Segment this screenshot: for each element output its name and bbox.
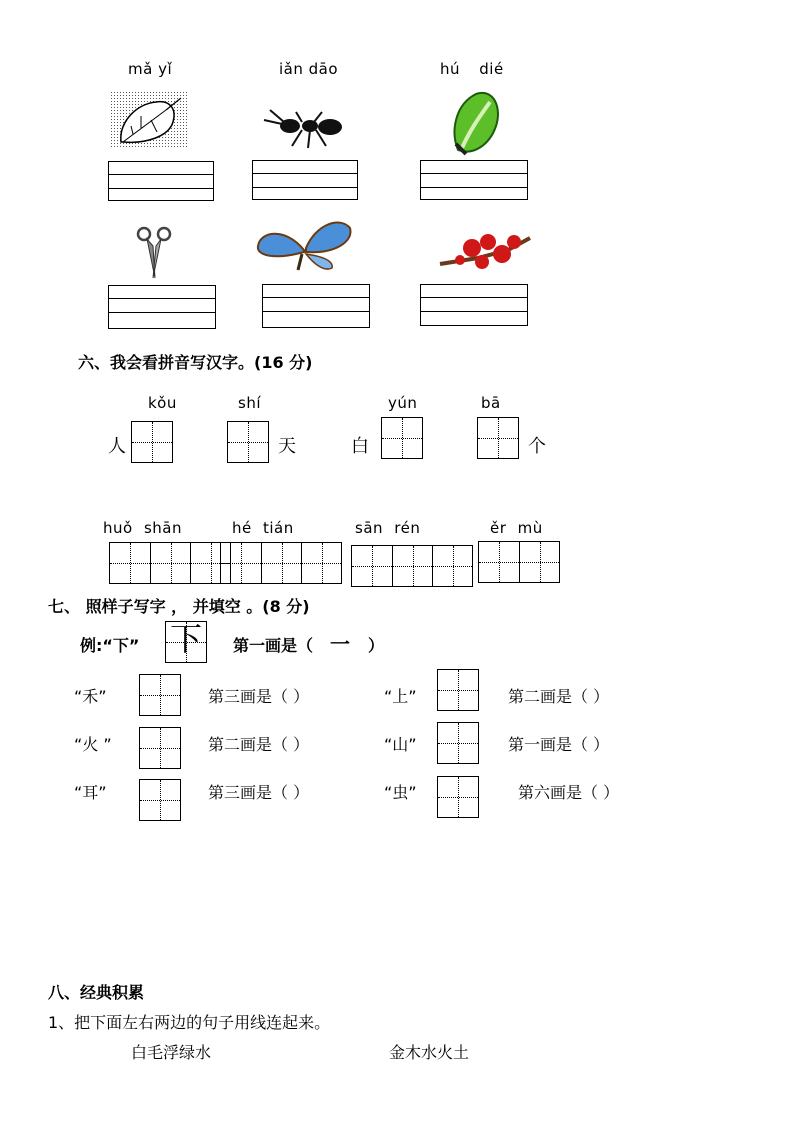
match-right-1[interactable]: 金木水火土 [389, 1043, 470, 1062]
answer-lines-5[interactable] [262, 284, 370, 328]
tianzi-box-he[interactable] [139, 674, 181, 716]
ant-image [262, 100, 352, 150]
pinyin-hu-die: hú dié [440, 60, 504, 78]
answer-lines-6[interactable] [420, 284, 528, 326]
char-ge: 个 [528, 436, 546, 457]
item-shan-char: “山” [384, 735, 417, 754]
item-er-char: “耳” [74, 783, 107, 802]
section7-title: 七、 照样子写字 ， 并填空 。(8 分) [48, 597, 310, 616]
tianzi-box-yun[interactable] [381, 417, 423, 459]
tianzi-row-er-mu[interactable] [478, 541, 560, 583]
pinyin-jian-dao: iǎn dāo [279, 60, 339, 78]
pinyin-yun: yún [388, 394, 418, 412]
tianzi-row-san-ren[interactable] [351, 545, 473, 587]
char-ren: 人 [108, 436, 126, 457]
item-huo-char: “火 ” [74, 735, 112, 754]
pinyin-shi: shí [238, 394, 261, 412]
section8-question-1: 1、把下面左右两边的句子用线连起来。 [48, 1013, 331, 1032]
tianzi-box-huo[interactable] [139, 727, 181, 769]
pinyin-he-tian: hé tián [232, 519, 294, 537]
flowers-image [438, 220, 534, 276]
leaf-image [111, 92, 187, 148]
pinyin-er-mu: ěr mù [490, 519, 543, 537]
item-shang-text[interactable]: 第二画是（ ） [508, 687, 610, 706]
section8-title: 八、经典积累 [48, 983, 145, 1002]
pinyin-huo-shan: huǒ shān [103, 519, 182, 537]
item-chong-text[interactable]: 第六画是（ ） [518, 783, 620, 802]
example-text: 第一画是（ [233, 636, 314, 655]
pinyin-ma-yi: mǎ yǐ [128, 60, 173, 78]
pinyin-san-ren: sān rén [355, 519, 421, 537]
tianzi-box-shang[interactable] [437, 669, 479, 711]
item-chong-char: “虫” [384, 783, 417, 802]
char-tian: 天 [278, 436, 296, 457]
example-close: ） [368, 636, 385, 655]
example-answer: 一 [330, 632, 350, 656]
tianzi-box-kou[interactable] [131, 421, 173, 463]
match-left-1[interactable]: 白毛浮绿水 [131, 1043, 212, 1062]
tianzi-box-ba[interactable] [477, 417, 519, 459]
cabbage-image [450, 90, 502, 158]
item-er-text[interactable]: 第三画是（ ） [208, 783, 310, 802]
tianzi-box-chong[interactable] [437, 776, 479, 818]
answer-lines-1[interactable] [108, 161, 214, 201]
item-shang-char: “上” [384, 687, 417, 706]
answer-lines-3[interactable] [420, 160, 528, 200]
example-prefix: 例:“下” [80, 636, 140, 655]
item-shan-text[interactable]: 第一画是（ ） [508, 735, 610, 754]
answer-lines-2[interactable] [252, 160, 358, 200]
item-he-text[interactable]: 第三画是（ ） [208, 687, 310, 706]
tianzi-box-er[interactable] [139, 779, 181, 821]
tianzi-box-shi[interactable] [227, 421, 269, 463]
char-bai: 白 [351, 436, 369, 457]
section6-title: 六、我会看拼音写汉字。(16 分) [78, 353, 313, 372]
butterfly-image [254, 216, 354, 276]
pinyin-ba: bā [481, 394, 501, 412]
item-he-char: “禾” [74, 687, 107, 706]
tianzi-row-huo-shan[interactable] [109, 542, 231, 584]
tianzi-box-shan[interactable] [437, 722, 479, 764]
tianzi-row-he-tian[interactable] [220, 542, 342, 584]
item-huo-text[interactable]: 第二画是（ ） [208, 735, 310, 754]
scissors-image [136, 224, 172, 280]
answer-lines-4[interactable] [108, 285, 216, 329]
example-char: 下 [169, 620, 202, 658]
pinyin-kou: kǒu [148, 394, 177, 412]
